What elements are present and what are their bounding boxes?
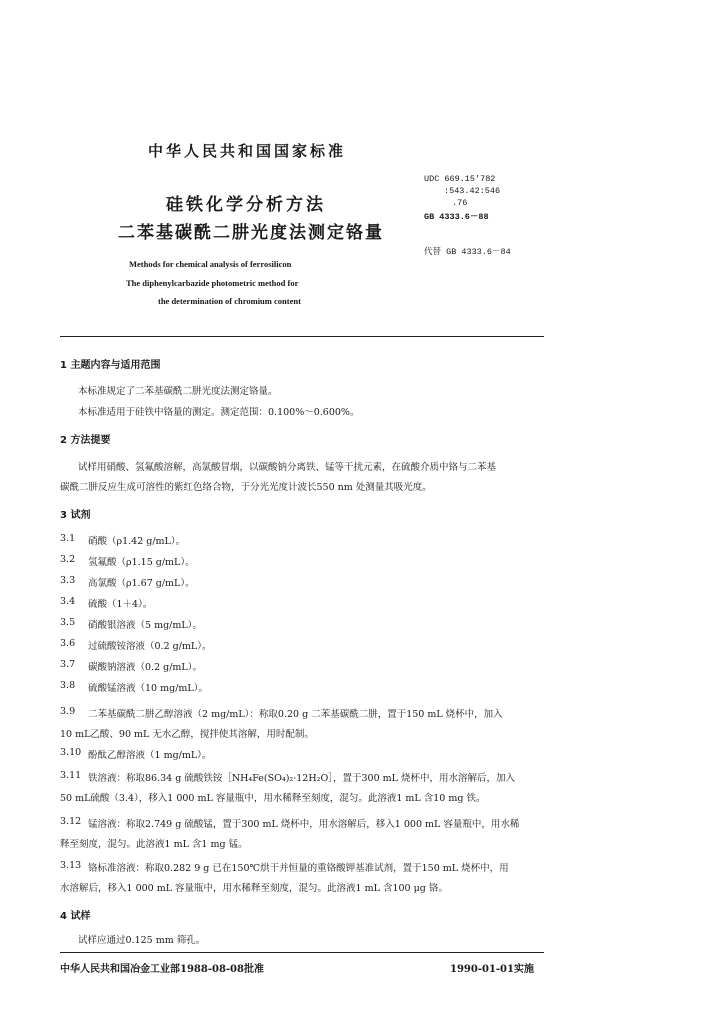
reagent-text: 硝酸银溶液（5 mg/mL）。 — [88, 620, 202, 631]
doc-title-en-line1: Methods for chemical analysis of ferrosilicon — [129, 259, 292, 269]
section-4-title: 4 试样 — [60, 911, 91, 922]
reagent-3-12-line1: 锰溶液：称取2.749 g 硫酸锰，置于300 mL 烧杯中，用水溶解后，移入1 000 mL 容量瓶中，用水稀 — [88, 819, 520, 830]
reagent-number: 3.10 — [60, 747, 82, 758]
doc-title-cn-line1: 硅铁化学分析方法 — [166, 195, 326, 215]
reagent-3-11-line1: 铁溶液：称取86.34 g 硫酸铁铵［NH₄Fe(SO₄)₂·12H₂O］，置于300 mL 烧杯中，用水溶解后，加入 — [88, 773, 515, 784]
reagent-text: 硫酸（1＋4）。 — [88, 599, 153, 610]
section-2-para-line2: 碳酰二肼反应生成可溶性的紫红色络合物，于分光光度计波长550 nm 处测量其吸光度。 — [60, 482, 432, 493]
reagent-text: 氢氟酸（ρ1.15 g/mL）。 — [88, 557, 195, 568]
reagent-3-9-line2: 10 mL乙酸、90 mL 无水乙醇，搅拌使其溶解，用时配制。 — [60, 729, 314, 740]
section-4-para-1: 试样应通过0.125 mm 筛孔。 — [78, 935, 206, 946]
header-divider — [60, 336, 544, 337]
udc-code-line2: :543.42:546 — [444, 186, 501, 196]
reagent-text: 碳酸钠溶液（0.2 g/mL）。 — [88, 662, 202, 673]
doc-title-cn-line2: 二苯基碳酰二肼光度法测定铬量 — [118, 223, 384, 243]
section-3-title: 3 试剂 — [60, 510, 91, 521]
reagent-3-11-line2: 50 mL硫酸（3.4），移入1 000 mL 容量瓶中，用水稀释至刻度，混匀。此溶液1 mL 含10 mg 铁。 — [60, 793, 486, 804]
doc-title-en-line2: The diphenylcarbazide photometric method for — [126, 278, 299, 288]
reagent-number: 3.2 — [60, 554, 76, 565]
reagent-3-9-line1: 二苯基碳酰二肼乙醇溶液（2 mg/mL）：称取0.20 g 二苯基碳酰二肼，置于150 mL 烧杯中，加入 — [88, 709, 503, 720]
replaces-standard: 代替 GB 4333.6－84 — [424, 247, 511, 257]
reagent-3-10-text: 酚酞乙醇溶液（1 mg/mL）。 — [88, 750, 212, 761]
footer-divider — [60, 952, 544, 953]
udc-code-line1: UDC 669.15'782 — [424, 174, 496, 184]
section-2-title: 2 方法提要 — [60, 435, 111, 446]
section-1-para-1: 本标准规定了二苯基碳酰二肼光度法测定铬量。 — [78, 386, 278, 397]
reagent-number: 3.5 — [60, 617, 76, 628]
approval-line: 中华人民共和国冶金工业部1988-08-08批准 — [60, 964, 264, 975]
reagent-number: 3.4 — [60, 596, 76, 607]
standard-authority: 中华人民共和国国家标准 — [148, 142, 347, 160]
effective-date: 1990-01-01实施 — [450, 964, 534, 975]
gb-number: GB 4333.6－88 — [424, 212, 489, 222]
reagent-number: 3.13 — [60, 860, 82, 871]
udc-code-line3: .76 — [452, 198, 468, 208]
reagent-text: 硝酸（ρ1.42 g/mL）。 — [88, 536, 186, 547]
reagent-number: 3.7 — [60, 659, 76, 670]
reagent-number: 3.1 — [60, 533, 76, 544]
reagent-number: 3.12 — [60, 816, 82, 827]
reagent-text: 高氯酸（ρ1.67 g/mL）。 — [88, 578, 195, 589]
reagent-number: 3.6 — [60, 638, 76, 649]
reagent-3-13-line1: 铬标准溶液：称取0.282 9 g 已在150℃烘干并恒量的重铬酸钾基准试剂，置于150 mL 烧杯中，用 — [88, 863, 509, 874]
reagent-3-13-line2: 水溶解后，移入1 000 mL 容量瓶中，用水稀释至刻度，混匀。此溶液1 mL 含100 μg 铬。 — [60, 883, 448, 894]
reagent-number: 3.11 — [60, 770, 82, 781]
reagent-number: 3.9 — [60, 706, 76, 717]
reagent-number: 3.3 — [60, 575, 76, 586]
doc-title-en-line3: the determination of chromium content — [158, 296, 301, 306]
reagent-number: 3.8 — [60, 680, 76, 691]
section-2-para-line1: 试样用硝酸、氢氟酸溶解，高氯酸冒烟，以碳酸钠分离铁、锰等干扰元素，在硫酸介质中铬与二苯基 — [78, 462, 497, 473]
reagent-3-12-line2: 释至刻度，混匀。此溶液1 mL 含1 mg 锰。 — [60, 839, 248, 850]
section-1-title: 1 主题内容与适用范围 — [60, 360, 161, 371]
reagent-text: 硫酸锰溶液（10 mg/mL）。 — [88, 683, 208, 694]
section-1-para-2: 本标准适用于硅铁中铬量的测定。测定范围：0.100%～0.600%。 — [78, 407, 360, 418]
reagent-text: 过硫酸铵溶液（0.2 g/mL）。 — [88, 641, 212, 652]
